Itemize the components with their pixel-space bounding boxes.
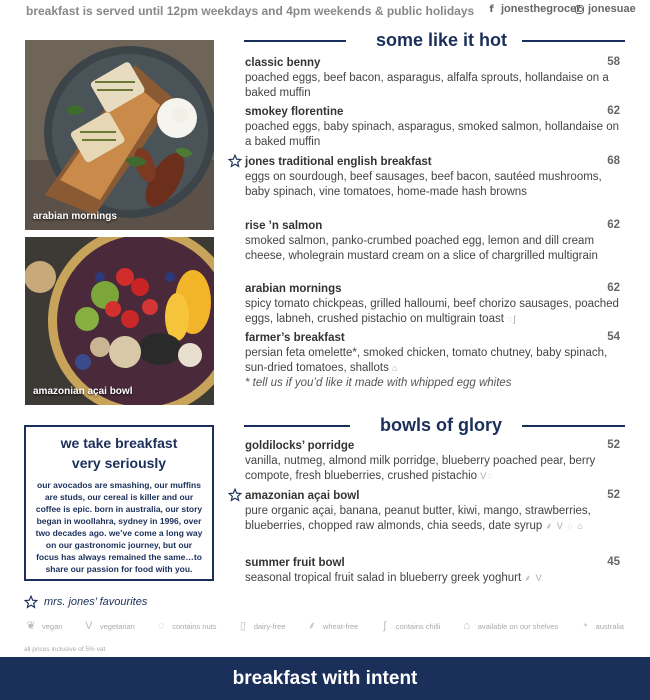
item-description: vanilla, nutmeg, almond milk porridge, blueberry poached pear, berry compote, fresh blueberries, crushed pistachio bbox=[245, 455, 596, 482]
menu-item-english-breakfast bbox=[245, 155, 620, 200]
section-rule-left bbox=[244, 40, 346, 42]
vegetarian-icon: V bbox=[480, 471, 488, 481]
item-price: 52 bbox=[607, 489, 620, 501]
arabian-mornings-image bbox=[25, 40, 214, 230]
basket-icon: ⌂ bbox=[463, 620, 471, 632]
instagram-handle: jonesuae bbox=[588, 3, 636, 15]
legend-vegetarian bbox=[82, 619, 135, 633]
section-rule-left bbox=[244, 425, 350, 427]
acai-bowl-image bbox=[25, 237, 214, 405]
item-name: classic benny bbox=[245, 57, 321, 69]
section-rule-right bbox=[522, 40, 625, 42]
item-name: summer fruit bowl bbox=[245, 557, 345, 569]
item-price: 54 bbox=[607, 331, 620, 343]
nut-icon: ◌ bbox=[487, 471, 494, 481]
legend-label: contains chilli bbox=[395, 621, 441, 631]
promo-heading-2: very seriously bbox=[71, 455, 167, 471]
legend-wheat-free bbox=[305, 619, 358, 633]
prices-note: all prices inclusive of 5% vat bbox=[24, 646, 106, 653]
item-name: farmer’s breakfast bbox=[245, 332, 345, 344]
instagram-icon bbox=[575, 5, 584, 14]
australia-map-icon: ◔ bbox=[581, 620, 588, 632]
item-price: 58 bbox=[607, 56, 620, 68]
item-description: poached eggs, baby spinach, asparagus, smoked salmon, hollandaise on a baked muffin bbox=[245, 121, 619, 148]
item-description: seasonal tropical fruit salad in blueberry greek yoghurt bbox=[245, 572, 522, 584]
menu-item-summer-fruit-bowl bbox=[245, 556, 620, 586]
section-title-hot: some like it hot bbox=[376, 30, 508, 50]
item-name: smokey florentine bbox=[245, 106, 344, 118]
legend-label: available on our shelves bbox=[477, 621, 559, 631]
menu-item-arabian-mornings bbox=[245, 282, 620, 327]
legend-chilli bbox=[378, 619, 441, 633]
item-price: 62 bbox=[607, 219, 620, 231]
item-price: 62 bbox=[607, 282, 620, 294]
item-name: amazonian açai bowl bbox=[245, 490, 360, 502]
basket-icon: ⌂ bbox=[392, 363, 399, 373]
section-title-bowls: bowls of glory bbox=[380, 415, 503, 435]
legend-australia bbox=[578, 619, 624, 633]
legend-label: wheat-free bbox=[322, 621, 359, 631]
photo-caption: arabian mornings bbox=[33, 211, 117, 222]
facebook-handle: jonesthegrocer bbox=[501, 3, 581, 15]
favourite-star-icon bbox=[228, 154, 242, 168]
item-price: 68 bbox=[607, 155, 620, 167]
legend-dairy-free bbox=[236, 619, 286, 633]
dietary-icons: ⸙ V ◌ ⌂ bbox=[545, 521, 584, 531]
photo-caption: amazonian açai bowl bbox=[33, 386, 133, 397]
photo-amazonian-acai-bowl bbox=[25, 237, 214, 405]
nut-icon: ◌ bbox=[157, 620, 165, 632]
favourites-label: mrs. jones’ favourites bbox=[44, 596, 148, 608]
item-price: 45 bbox=[607, 556, 620, 568]
milk-bottle-icon: ▯ bbox=[239, 620, 246, 632]
chilli-icon: ʃ bbox=[513, 314, 517, 324]
item-description: persian feta omelette*, smoked chicken, tomato chutney, baby spinach, sun-dried tomatoes, shallots bbox=[245, 347, 608, 374]
facebook-icon: f bbox=[489, 3, 494, 15]
section-rule-right bbox=[522, 425, 625, 427]
promo-heading-1: we take breakfast bbox=[60, 435, 178, 451]
legend-label: contains nuts bbox=[172, 621, 217, 631]
menu-item-classic-benny bbox=[245, 56, 620, 101]
item-price: 62 bbox=[607, 105, 620, 117]
item-description: eggs on sourdough, beef sausages, beef bacon, sautéed mushrooms, baby spinach, vine tomatoes, home-made hash browns bbox=[245, 171, 602, 198]
chilli-icon: ʃ bbox=[383, 620, 386, 632]
item-name: rise ’n salmon bbox=[245, 220, 323, 232]
item-description: spicy tomato chickpeas, grilled halloumi, beef chorizo sausages, poached eggs, labneh, crushed pistachio on multigrain toast bbox=[245, 298, 619, 325]
dietary-icons: ⸙ V bbox=[524, 573, 543, 583]
item-description: pure organic açai, banana, peanut butter, kiwi, mango, strawberries, blueberries, chopped raw almonds, chia seeds, date syrup bbox=[245, 505, 591, 532]
legend-nuts bbox=[154, 619, 216, 633]
item-price: 52 bbox=[607, 439, 620, 451]
legend-vegan bbox=[24, 619, 62, 633]
favourite-star-icon bbox=[228, 488, 242, 502]
menu-item-goldilocks-porridge bbox=[245, 439, 620, 484]
dietary-legend bbox=[24, 619, 624, 633]
item-name: arabian mornings bbox=[245, 283, 342, 295]
item-note: * tell us if you’d like it made with whipped egg whites bbox=[245, 377, 512, 389]
item-name: goldilocks’ porridge bbox=[245, 440, 355, 452]
photo-arabian-mornings bbox=[25, 40, 214, 230]
favourites-legend bbox=[24, 595, 147, 609]
menu-item-smokey-florentine bbox=[245, 105, 620, 150]
favourite-star-icon bbox=[24, 595, 38, 609]
wheat-icon: ⸙ bbox=[307, 620, 317, 632]
menu-item-amazonian-acai-bowl bbox=[245, 489, 620, 534]
item-description: smoked salmon, panko-crumbed poached egg, lemon and dill cream cheese, wholegrain mustard cream on a slice of chargrilled multigrain bbox=[245, 235, 598, 262]
item-description: poached eggs, beef bacon, asparagus, alfalfa sprouts, hollandaise on a baked muffin bbox=[245, 72, 609, 99]
v-icon: V bbox=[85, 620, 93, 632]
menu-item-rise-n-salmon bbox=[245, 219, 620, 264]
item-name: jones traditional english breakfast bbox=[245, 156, 432, 168]
facebook-link[interactable] bbox=[486, 3, 580, 15]
legend-label: vegan bbox=[42, 621, 63, 631]
promo-body: our avocados are smashing, our muffins are studs, our cereal is killer and our coffee is epic. born in australia, our story began in woollahra, sydney in 1996, over two decades ago. we’ve come a long way on our gastronomic journey, but our focus has always remained the same…to share our passion for food with you. bbox=[35, 480, 203, 574]
legend-shelves bbox=[460, 619, 558, 633]
leaf-icon: ❦ bbox=[26, 620, 36, 632]
instagram-link[interactable] bbox=[575, 3, 636, 15]
footer-banner: breakfast with intent bbox=[0, 657, 650, 700]
legend-label: dairy-free bbox=[253, 621, 286, 631]
nut-icon: ◌ bbox=[507, 314, 514, 324]
legend-label: vegetarian bbox=[99, 621, 135, 631]
serving-hours-note: breakfast is served until 12pm weekdays and 4pm weekends & public holidays bbox=[26, 4, 475, 18]
promo-box bbox=[24, 425, 214, 581]
menu-item-farmers-breakfast bbox=[245, 331, 620, 391]
legend-label: australia bbox=[595, 621, 624, 631]
